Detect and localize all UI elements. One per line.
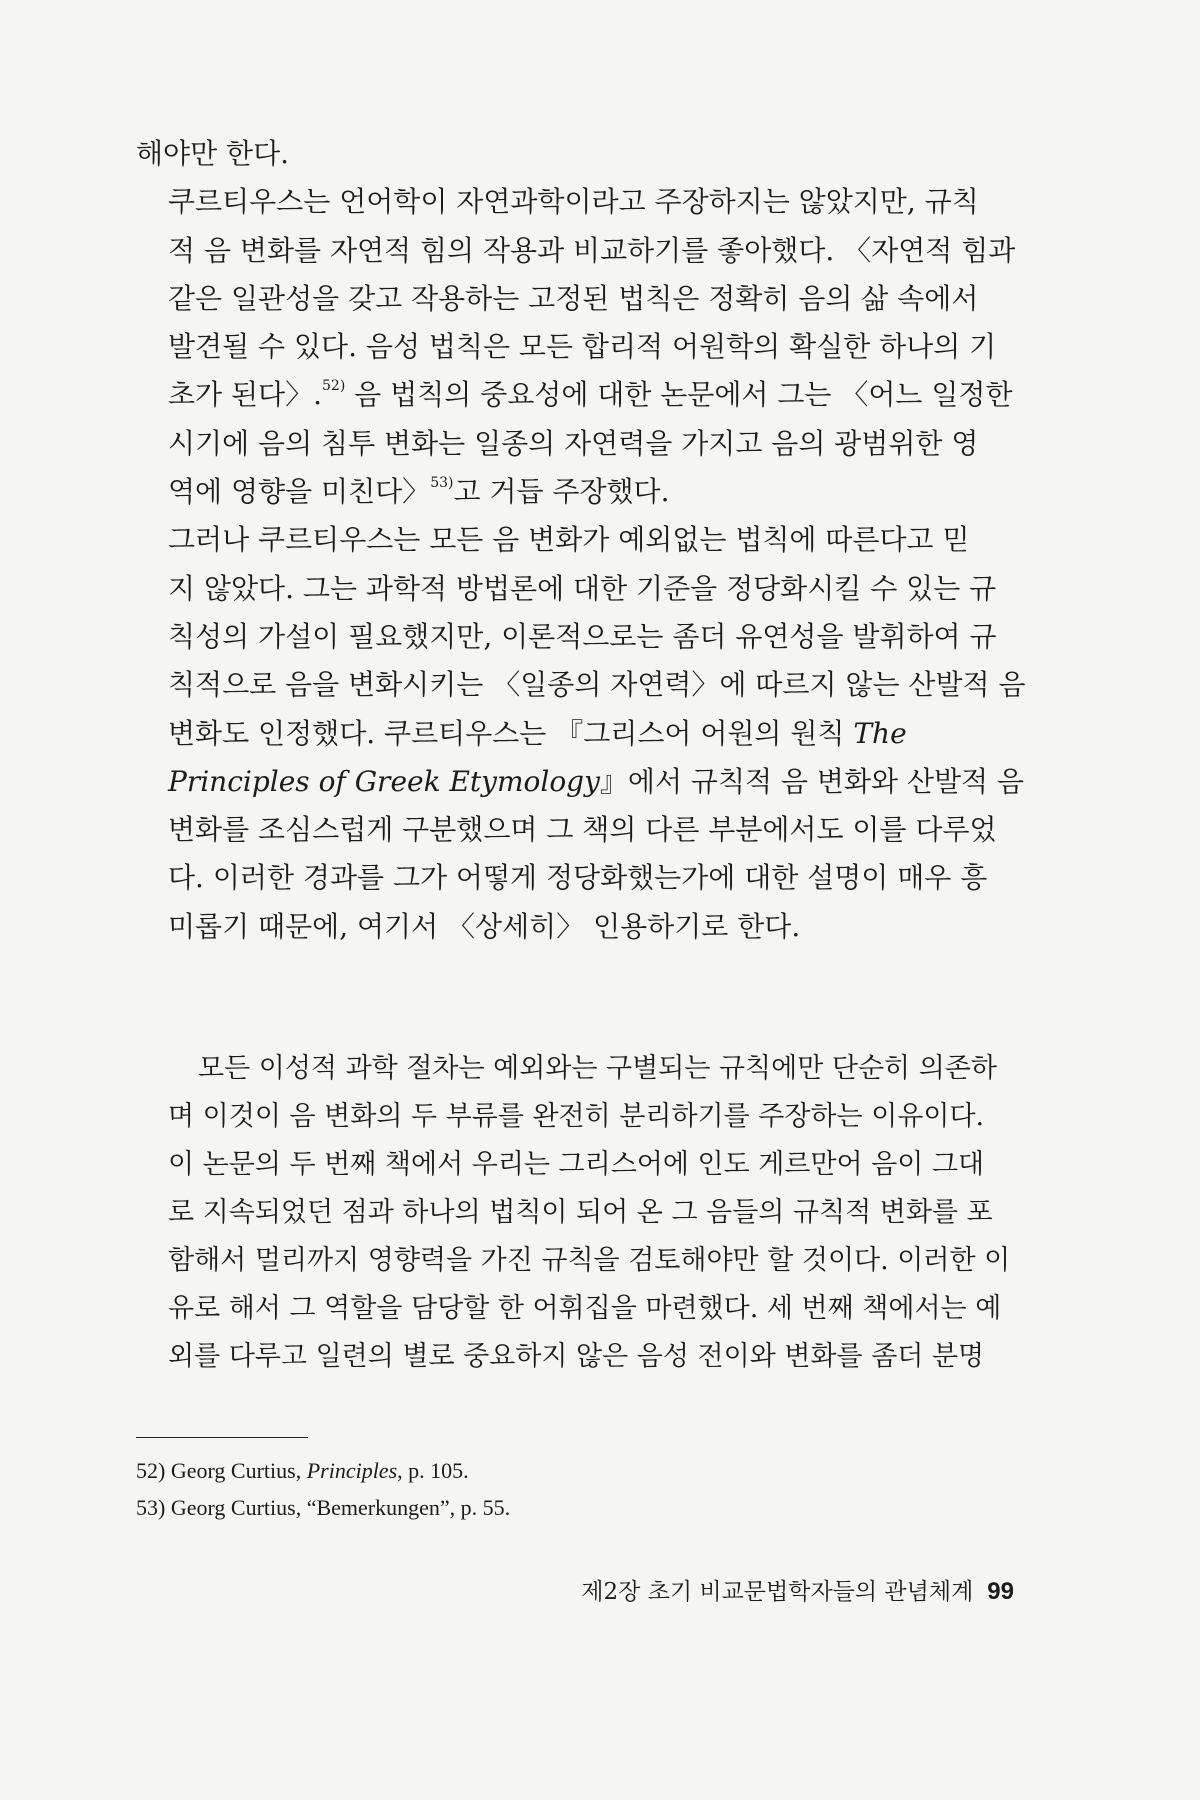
text-line: 그러나 쿠르티우스는 모든 음 변화가 예외없는 법칙에 따른다고 믿 xyxy=(168,523,970,557)
text-line xyxy=(136,710,1014,758)
text-line: 미롭기 때문에, 여기서 〈상세히〉 인용하기로 한다. xyxy=(168,909,801,943)
main-text xyxy=(136,130,1026,951)
text-span: 』에서 규칙적 음 변화와 산발적 음 xyxy=(599,764,1025,798)
block-quote xyxy=(168,1045,1014,1381)
text-span: 변화도 인정했다. 쿠르티우스는 『그리스어 어원의 원칙 xyxy=(168,716,854,750)
text-line: 해야만 한다. xyxy=(136,137,290,170)
text-line: 변화를 조심스럽게 구분했으며 그 책의 다른 부분에서도 이를 다루었 xyxy=(168,813,997,847)
text-line xyxy=(136,758,1025,806)
text-span: 고 거듭 주장했다. xyxy=(453,475,670,509)
text-span: 역에 영향을 미친다〉 xyxy=(168,475,431,509)
page-footer xyxy=(581,1573,1014,1606)
text-line: 같은 일관성을 갖고 작용하는 고정된 법칙은 정확히 음의 삶 속에서 xyxy=(168,281,979,315)
text-line: 쿠르티우스는 언어학이 자연과학이라고 주장하지는 않았지만, 규칙 xyxy=(168,185,979,219)
quote-line: 로 지속되었던 점과 하나의 법칙이 되어 온 그 음들의 규칙적 변화를 포 xyxy=(168,1197,993,1228)
text-span: 음 법칙의 중요성에 대한 논문에서 그는 〈어느 일정한 xyxy=(345,378,1013,412)
quote-line: 며 이것이 음 변화의 두 부류를 완전히 분리하기를 주장하는 이유이다. xyxy=(168,1101,985,1132)
book-title: The xyxy=(853,716,907,750)
footnote-ref-52: 52) xyxy=(322,378,346,395)
quote-line: 함해서 멀리까지 영향력을 가진 규칙을 검토해야만 할 것이다. 이러한 이 xyxy=(168,1245,1011,1276)
footnotes xyxy=(136,1452,510,1526)
text-span: 초가 된다〉. xyxy=(168,378,322,412)
footnote-text: Georg Curtius, xyxy=(165,1458,307,1483)
footnote-title: Principles xyxy=(306,1458,398,1483)
text-line: 시기에 음의 침투 변화는 일종의 자연력을 가지고 음의 광범위한 영 xyxy=(168,426,979,460)
footnote-label: 52) xyxy=(136,1458,166,1483)
footnote-ref-53: 53) xyxy=(430,475,454,492)
paragraph-3 xyxy=(136,516,1026,951)
quote-line: 유로 해서 그 역할을 담당할 한 어휘집을 마련했다. 세 번째 책에서는 예 xyxy=(168,1293,1002,1324)
quote-line: 이 논문의 두 번째 책에서 우리는 그리스어에 인도 게르만어 음이 그대 xyxy=(168,1149,985,1180)
footnote-text: , p. 105. xyxy=(397,1458,469,1483)
page-number: 99 xyxy=(987,1578,1014,1605)
text-line: 다. 이러한 경과를 그가 어떻게 정당화했는가에 대한 설명이 매우 흥 xyxy=(168,861,988,895)
text-line: 적 음 변화를 자연적 힘의 작용과 비교하기를 좋아했다. 〈자연적 힘과 xyxy=(168,233,1016,267)
text-line xyxy=(136,371,1014,419)
text-line: 지 않았다. 그는 과학적 방법론에 대한 기준을 정당화시킬 수 있는 규 xyxy=(168,571,997,605)
quote-line: 외를 다루고 일련의 별로 중요하지 않은 음성 전이와 변화를 좀더 분명 xyxy=(168,1341,985,1372)
footnote-53: 53) Georg Curtius, “Bemerkungen”, p. 55. xyxy=(136,1495,511,1520)
running-footer-chapter: 제2장 초기 비교문법학자들의 관념체계 xyxy=(581,1579,974,1605)
text-line xyxy=(136,468,1014,516)
paragraph-2 xyxy=(136,178,1014,516)
footnote-52 xyxy=(136,1452,510,1489)
text-line: 칙성의 가설이 필요했지만, 이론적으로는 좀더 유연성을 발휘하여 규 xyxy=(168,619,997,653)
text-line: 칙적으로 음을 변화시키는 〈일종의 자연력〉에 따르지 않는 산발적 음 xyxy=(168,668,1026,702)
book-title: Principles of Greek Etymology xyxy=(168,764,600,798)
footnote-divider xyxy=(136,1437,308,1438)
quote-line: 모든 이성적 과학 절차는 예외와는 구별되는 규칙에만 단순히 의존하 xyxy=(198,1053,997,1084)
text-line: 발견될 수 있다. 음성 법칙은 모든 합리적 어원학의 확실한 하나의 기 xyxy=(168,330,997,364)
paragraph-1 xyxy=(136,130,1014,178)
